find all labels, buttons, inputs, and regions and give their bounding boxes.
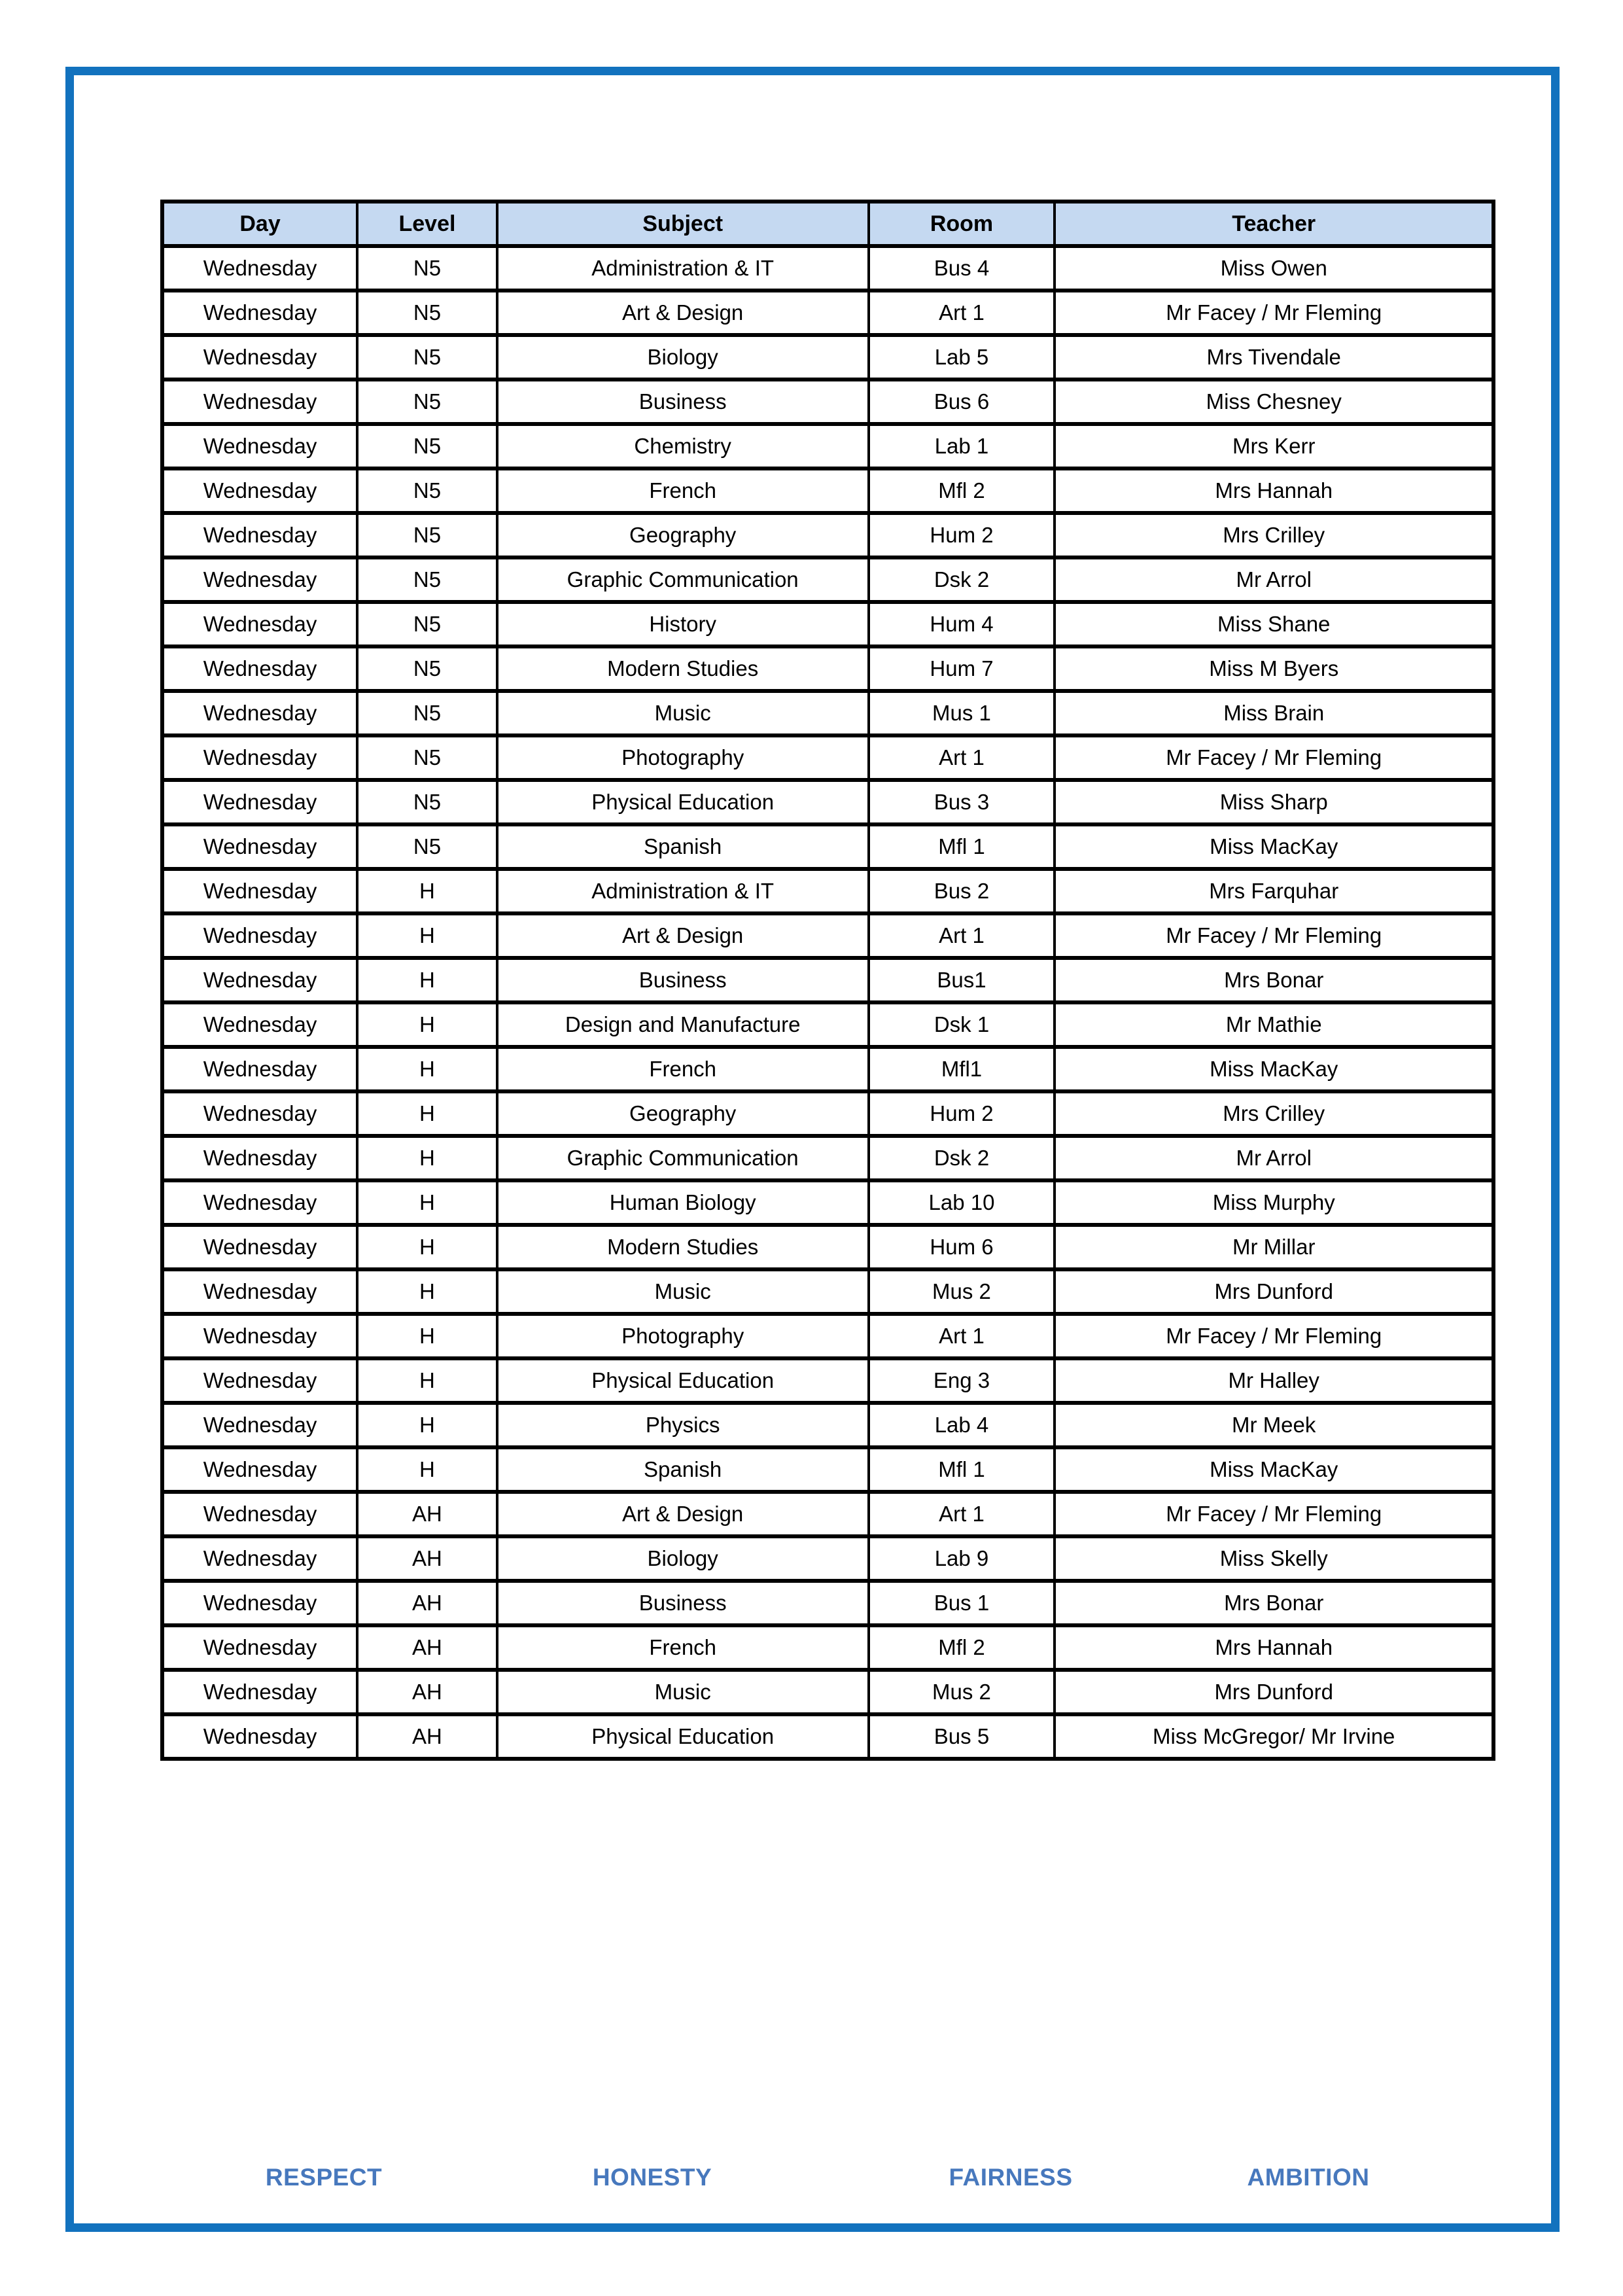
- table-row: [162, 335, 1493, 380]
- timetable-table: [160, 200, 1495, 1761]
- cell-room: Lab 9: [869, 1536, 1055, 1581]
- cell-teacher: Mrs Tivendale: [1055, 335, 1493, 380]
- cell-subject: Graphic Communication: [497, 557, 869, 602]
- cell-level: H: [357, 913, 497, 958]
- table-row: [162, 1002, 1493, 1047]
- cell-room: Dsk 2: [869, 557, 1055, 602]
- table-row: [162, 780, 1493, 824]
- cell-subject: Geography: [497, 1091, 869, 1136]
- cell-level: H: [357, 958, 497, 1002]
- cell-room: Mus 1: [869, 691, 1055, 735]
- cell-room: Hum 2: [869, 1091, 1055, 1136]
- cell-room: Lab 1: [869, 424, 1055, 468]
- table-row: [162, 1136, 1493, 1180]
- cell-subject: Human Biology: [497, 1180, 869, 1225]
- cell-room: Mus 2: [869, 1670, 1055, 1714]
- table-row: [162, 735, 1493, 780]
- cell-subject: French: [497, 1625, 869, 1670]
- header-day: Day: [162, 202, 357, 246]
- cell-day: Wednesday: [162, 913, 357, 958]
- cell-room: Hum 7: [869, 646, 1055, 691]
- cell-teacher: Miss M Byers: [1055, 646, 1493, 691]
- table-row: [162, 1091, 1493, 1136]
- cell-teacher: Mrs Bonar: [1055, 1581, 1493, 1625]
- cell-room: Art 1: [869, 1492, 1055, 1536]
- cell-level: AH: [357, 1492, 497, 1536]
- cell-level: H: [357, 869, 497, 913]
- table-row: [162, 913, 1493, 958]
- cell-day: Wednesday: [162, 1225, 357, 1269]
- cell-teacher: Miss Owen: [1055, 246, 1493, 291]
- cell-teacher: Miss Brain: [1055, 691, 1493, 735]
- table-row: [162, 1180, 1493, 1225]
- cell-level: H: [357, 1447, 497, 1492]
- table-row: [162, 1403, 1493, 1447]
- cell-subject: Photography: [497, 735, 869, 780]
- cell-subject: Business: [497, 1581, 869, 1625]
- cell-room: Bus 5: [869, 1714, 1055, 1759]
- cell-teacher: Mrs Crilley: [1055, 1091, 1493, 1136]
- header-level: Level: [357, 202, 497, 246]
- cell-teacher: Mr Mathie: [1055, 1002, 1493, 1047]
- cell-room: Hum 4: [869, 602, 1055, 646]
- cell-room: Art 1: [869, 1314, 1055, 1358]
- cell-subject: History: [497, 602, 869, 646]
- cell-subject: Modern Studies: [497, 1225, 869, 1269]
- cell-level: AH: [357, 1714, 497, 1759]
- cell-room: Mfl 2: [869, 1625, 1055, 1670]
- cell-teacher: Miss MacKay: [1055, 1047, 1493, 1091]
- cell-teacher: Mrs Dunford: [1055, 1269, 1493, 1314]
- cell-day: Wednesday: [162, 1136, 357, 1180]
- cell-level: N5: [357, 824, 497, 869]
- cell-day: Wednesday: [162, 1536, 357, 1581]
- table-row: [162, 646, 1493, 691]
- cell-day: Wednesday: [162, 735, 357, 780]
- table-row: [162, 424, 1493, 468]
- cell-day: Wednesday: [162, 1581, 357, 1625]
- cell-room: Bus 4: [869, 246, 1055, 291]
- cell-teacher: Mrs Kerr: [1055, 424, 1493, 468]
- cell-subject: Business: [497, 380, 869, 424]
- cell-teacher: Mr Arrol: [1055, 1136, 1493, 1180]
- cell-day: Wednesday: [162, 1314, 357, 1358]
- cell-teacher: Miss Skelly: [1055, 1536, 1493, 1581]
- cell-day: Wednesday: [162, 1492, 357, 1536]
- cell-level: H: [357, 1180, 497, 1225]
- table-row: [162, 246, 1493, 291]
- cell-level: N5: [357, 691, 497, 735]
- cell-level: H: [357, 1358, 497, 1403]
- cell-level: H: [357, 1403, 497, 1447]
- cell-level: AH: [357, 1670, 497, 1714]
- cell-room: Dsk 2: [869, 1136, 1055, 1180]
- cell-room: Lab 4: [869, 1403, 1055, 1447]
- header-teacher: Teacher: [1055, 202, 1493, 246]
- cell-teacher: Mr Arrol: [1055, 557, 1493, 602]
- table-row: [162, 602, 1493, 646]
- table-row: [162, 1625, 1493, 1670]
- cell-day: Wednesday: [162, 646, 357, 691]
- cell-level: N5: [357, 424, 497, 468]
- cell-teacher: Mr Facey / Mr Fleming: [1055, 1314, 1493, 1358]
- timetable-header: [162, 202, 1493, 246]
- cell-room: Art 1: [869, 913, 1055, 958]
- cell-room: Dsk 1: [869, 1002, 1055, 1047]
- cell-level: H: [357, 1002, 497, 1047]
- table-row: [162, 1314, 1493, 1358]
- header-room: Room: [869, 202, 1055, 246]
- footer-word-honesty: HONESTY: [592, 2164, 712, 2191]
- cell-level: H: [357, 1136, 497, 1180]
- cell-room: Mfl1: [869, 1047, 1055, 1091]
- cell-day: Wednesday: [162, 1358, 357, 1403]
- cell-subject: Administration & IT: [497, 246, 869, 291]
- header-subject: Subject: [497, 202, 869, 246]
- cell-subject: Physical Education: [497, 1714, 869, 1759]
- cell-teacher: Mr Facey / Mr Fleming: [1055, 291, 1493, 335]
- cell-room: Lab 10: [869, 1180, 1055, 1225]
- cell-teacher: Mr Facey / Mr Fleming: [1055, 735, 1493, 780]
- cell-teacher: Mrs Farquhar: [1055, 869, 1493, 913]
- cell-level: N5: [357, 602, 497, 646]
- cell-day: Wednesday: [162, 1091, 357, 1136]
- cell-subject: French: [497, 468, 869, 513]
- cell-day: Wednesday: [162, 602, 357, 646]
- table-row: [162, 557, 1493, 602]
- footer-values: [0, 2164, 1623, 2203]
- cell-day: Wednesday: [162, 1447, 357, 1492]
- cell-day: Wednesday: [162, 1670, 357, 1714]
- table-row: [162, 1269, 1493, 1314]
- cell-day: Wednesday: [162, 335, 357, 380]
- cell-room: Art 1: [869, 291, 1055, 335]
- cell-level: N5: [357, 557, 497, 602]
- cell-subject: Music: [497, 1670, 869, 1714]
- cell-subject: Music: [497, 691, 869, 735]
- cell-day: Wednesday: [162, 424, 357, 468]
- cell-room: Mus 2: [869, 1269, 1055, 1314]
- cell-level: N5: [357, 780, 497, 824]
- cell-level: N5: [357, 291, 497, 335]
- cell-room: Hum 2: [869, 513, 1055, 557]
- table-row: [162, 824, 1493, 869]
- cell-level: H: [357, 1225, 497, 1269]
- cell-teacher: Mrs Bonar: [1055, 958, 1493, 1002]
- cell-day: Wednesday: [162, 1403, 357, 1447]
- cell-teacher: Miss Chesney: [1055, 380, 1493, 424]
- cell-level: N5: [357, 513, 497, 557]
- table-row: [162, 958, 1493, 1002]
- cell-teacher: Miss McGregor/ Mr Irvine: [1055, 1714, 1493, 1759]
- cell-subject: Biology: [497, 1536, 869, 1581]
- cell-teacher: Miss Murphy: [1055, 1180, 1493, 1225]
- cell-subject: Art & Design: [497, 291, 869, 335]
- cell-subject: Physical Education: [497, 1358, 869, 1403]
- cell-day: Wednesday: [162, 1625, 357, 1670]
- cell-teacher: Mr Halley: [1055, 1358, 1493, 1403]
- cell-level: N5: [357, 380, 497, 424]
- cell-day: Wednesday: [162, 958, 357, 1002]
- cell-subject: Administration & IT: [497, 869, 869, 913]
- cell-teacher: Mrs Crilley: [1055, 513, 1493, 557]
- cell-teacher: Miss MacKay: [1055, 824, 1493, 869]
- table-row: [162, 513, 1493, 557]
- footer-word-ambition: AMBITION: [1247, 2164, 1370, 2191]
- cell-teacher: Mrs Dunford: [1055, 1670, 1493, 1714]
- table-row: [162, 691, 1493, 735]
- cell-teacher: Mr Facey / Mr Fleming: [1055, 1492, 1493, 1536]
- cell-day: Wednesday: [162, 1002, 357, 1047]
- cell-level: N5: [357, 468, 497, 513]
- cell-room: Bus 3: [869, 780, 1055, 824]
- footer-word-respect: RESPECT: [265, 2164, 383, 2191]
- cell-teacher: Mr Millar: [1055, 1225, 1493, 1269]
- cell-room: Lab 5: [869, 335, 1055, 380]
- cell-room: Bus1: [869, 958, 1055, 1002]
- table-row: [162, 1358, 1493, 1403]
- cell-day: Wednesday: [162, 780, 357, 824]
- cell-subject: Design and Manufacture: [497, 1002, 869, 1047]
- cell-room: Bus 6: [869, 380, 1055, 424]
- table-row: [162, 1536, 1493, 1581]
- cell-day: Wednesday: [162, 869, 357, 913]
- table-row: [162, 1581, 1493, 1625]
- cell-teacher: Mrs Hannah: [1055, 1625, 1493, 1670]
- cell-day: Wednesday: [162, 1180, 357, 1225]
- table-row: [162, 869, 1493, 913]
- table-row: [162, 1047, 1493, 1091]
- cell-subject: Physical Education: [497, 780, 869, 824]
- cell-subject: Chemistry: [497, 424, 869, 468]
- table-row: [162, 468, 1493, 513]
- cell-room: Hum 6: [869, 1225, 1055, 1269]
- cell-level: H: [357, 1047, 497, 1091]
- cell-subject: Graphic Communication: [497, 1136, 869, 1180]
- cell-day: Wednesday: [162, 1047, 357, 1091]
- cell-day: Wednesday: [162, 468, 357, 513]
- table-row: [162, 1670, 1493, 1714]
- table-row: [162, 380, 1493, 424]
- cell-day: Wednesday: [162, 557, 357, 602]
- table-row: [162, 1225, 1493, 1269]
- cell-room: Bus 1: [869, 1581, 1055, 1625]
- cell-room: Mfl 1: [869, 824, 1055, 869]
- cell-level: N5: [357, 646, 497, 691]
- cell-day: Wednesday: [162, 1714, 357, 1759]
- cell-subject: Geography: [497, 513, 869, 557]
- cell-level: AH: [357, 1625, 497, 1670]
- cell-level: H: [357, 1314, 497, 1358]
- cell-level: N5: [357, 735, 497, 780]
- cell-teacher: Miss Shane: [1055, 602, 1493, 646]
- cell-day: Wednesday: [162, 246, 357, 291]
- cell-subject: Business: [497, 958, 869, 1002]
- cell-room: Bus 2: [869, 869, 1055, 913]
- cell-teacher: Mr Meek: [1055, 1403, 1493, 1447]
- cell-subject: Spanish: [497, 824, 869, 869]
- footer-word-fairness: FAIRNESS: [949, 2164, 1073, 2191]
- cell-day: Wednesday: [162, 380, 357, 424]
- cell-level: H: [357, 1269, 497, 1314]
- cell-teacher: Mr Facey / Mr Fleming: [1055, 913, 1493, 958]
- table-row: [162, 1492, 1493, 1536]
- cell-subject: Modern Studies: [497, 646, 869, 691]
- timetable-body: [162, 246, 1493, 1759]
- cell-day: Wednesday: [162, 291, 357, 335]
- table-row: [162, 1447, 1493, 1492]
- cell-level: N5: [357, 335, 497, 380]
- cell-subject: Music: [497, 1269, 869, 1314]
- cell-room: Eng 3: [869, 1358, 1055, 1403]
- cell-teacher: Mrs Hannah: [1055, 468, 1493, 513]
- cell-subject: French: [497, 1047, 869, 1091]
- cell-subject: Spanish: [497, 1447, 869, 1492]
- cell-teacher: Miss Sharp: [1055, 780, 1493, 824]
- cell-subject: Physics: [497, 1403, 869, 1447]
- cell-teacher: Miss MacKay: [1055, 1447, 1493, 1492]
- cell-room: Mfl 1: [869, 1447, 1055, 1492]
- cell-level: H: [357, 1091, 497, 1136]
- cell-level: N5: [357, 246, 497, 291]
- cell-room: Mfl 2: [869, 468, 1055, 513]
- cell-room: Art 1: [869, 735, 1055, 780]
- cell-subject: Art & Design: [497, 1492, 869, 1536]
- cell-day: Wednesday: [162, 824, 357, 869]
- cell-subject: Biology: [497, 335, 869, 380]
- table-row: [162, 291, 1493, 335]
- cell-day: Wednesday: [162, 513, 357, 557]
- cell-day: Wednesday: [162, 691, 357, 735]
- cell-level: AH: [357, 1581, 497, 1625]
- cell-subject: Art & Design: [497, 913, 869, 958]
- header-row: [162, 202, 1493, 246]
- table-row: [162, 1714, 1493, 1759]
- cell-subject: Photography: [497, 1314, 869, 1358]
- cell-level: AH: [357, 1536, 497, 1581]
- cell-day: Wednesday: [162, 1269, 357, 1314]
